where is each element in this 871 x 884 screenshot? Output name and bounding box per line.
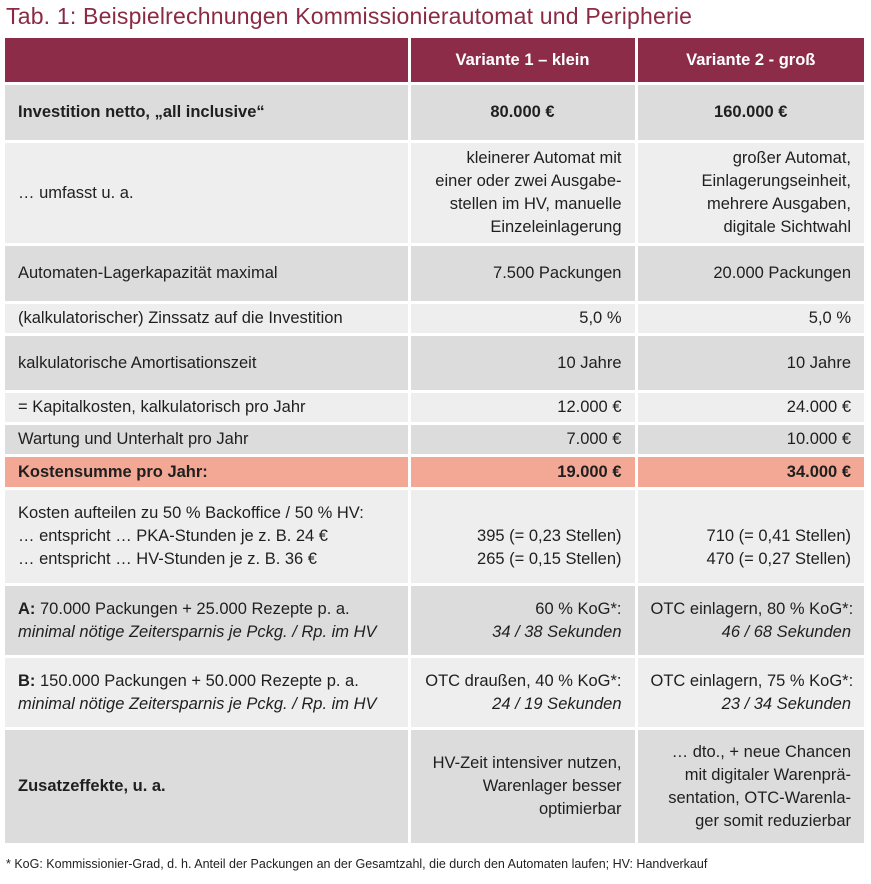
text-line: 24 / 19 Sekunden <box>492 694 622 713</box>
scenario-text: 70.000 Packungen + 25.000 Rezepte p. a. <box>35 599 350 618</box>
text-line: … dto., + neue Chancen <box>671 742 851 761</box>
table-row-cost-split <box>5 489 864 585</box>
row-value-v2 <box>636 489 864 585</box>
header-empty <box>5 38 409 84</box>
scenario-letter: A: <box>18 599 36 618</box>
text-line: großer Automat, <box>732 149 851 167</box>
table-row-capital-costs <box>5 392 864 424</box>
text-line: ger somit reduzierbar <box>695 811 851 830</box>
row-value-v1 <box>409 729 636 845</box>
text-line: mit digitaler Warenprä- <box>684 765 851 784</box>
row-value-v1: 7.000 € <box>409 424 636 456</box>
table-row-scope <box>5 142 864 245</box>
row-value-v2: 20.000 Packungen <box>636 245 864 303</box>
row-label: = Kapitalkosten, kalkulatorisch pro Jahr <box>5 392 409 424</box>
row-value-v2: 10.000 € <box>636 424 864 456</box>
text-line: Einlagerungseinheit, <box>701 172 851 190</box>
text-line: HV-Zeit intensiver nutzen, <box>432 754 622 772</box>
footnote: * KoG: Kommissionier-Grad, d. h. Anteil der Packungen an der Gesamtzahl, die durch den Automaten laufen; HV: Handverkauf <box>6 857 708 871</box>
row-value-v1 <box>409 657 636 729</box>
table-row-interest <box>5 303 864 335</box>
row-value-v2 <box>636 657 864 729</box>
text-line: OTC einlagern, 75 % KoG*: <box>650 671 854 690</box>
text-line <box>18 670 395 693</box>
text-line: sentation, OTC-Warenla- <box>668 788 851 807</box>
calculation-table <box>5 38 864 846</box>
text-line: mehrere Ausgaben, <box>706 195 851 213</box>
text-line: einer oder zwei Ausgabe- <box>435 172 622 190</box>
row-label: Kostensumme pro Jahr: <box>5 456 409 489</box>
row-value-v1: 19.000 € <box>409 456 636 489</box>
row-label: Automaten-Lagerkapazität maximal <box>5 245 409 303</box>
table-header-row <box>5 38 864 84</box>
row-value-v1 <box>409 142 636 245</box>
header-variant-1: Variante 1 – klein <box>409 38 636 84</box>
row-value-v2 <box>636 142 864 245</box>
scenario-letter: B: <box>18 671 36 690</box>
text-line: 46 / 68 Sekunden <box>721 622 851 641</box>
text-line: 395 (= 0,23 Stellen) <box>477 527 622 545</box>
text-line: Kosten aufteilen zu 50 % Backoffice / 50 % HV: <box>18 504 364 522</box>
scenario-text: 150.000 Packungen + 50.000 Rezepte p. a. <box>35 671 359 690</box>
row-label: Investition netto, „all inclusive“ <box>5 84 409 142</box>
text-line: optimierbar <box>538 800 622 818</box>
table-row-scenario-b <box>5 657 864 729</box>
table-row-maintenance <box>5 424 864 456</box>
header-variant-2: Variante 2 - groß <box>636 38 864 84</box>
row-value-v2 <box>636 585 864 657</box>
row-value-v2: 34.000 € <box>636 456 864 489</box>
text-line: OTC einlagern, 80 % KoG*: <box>650 599 854 618</box>
row-value-v1: 5,0 % <box>409 303 636 335</box>
table-row-investment <box>5 84 864 142</box>
row-label <box>5 489 409 585</box>
row-label: kalkulatorische Amortisationszeit <box>5 335 409 392</box>
table-row-capacity <box>5 245 864 303</box>
row-label: (kalkulatorischer) Zinssatz auf die Investition <box>5 303 409 335</box>
row-value-v2 <box>636 729 864 845</box>
row-value-v1: 12.000 € <box>409 392 636 424</box>
text-line: Einzeleinlagerung <box>490 218 622 236</box>
text-line: 23 / 34 Sekunden <box>721 694 851 713</box>
table-row-total-costs <box>5 456 864 489</box>
row-value-v1: 10 Jahre <box>409 335 636 392</box>
text-line: 710 (= 0,41 Stellen) <box>706 527 851 545</box>
text-line: minimal nötige Zeitersparnis je Pckg. / Rp. im HV <box>18 694 377 713</box>
row-value-v1: 80.000 € <box>409 84 636 142</box>
row-value-v2: 10 Jahre <box>636 335 864 392</box>
text-line <box>18 598 395 621</box>
table-row-amortization <box>5 335 864 392</box>
row-label <box>5 657 409 729</box>
row-label: … umfasst u. a. <box>5 142 409 245</box>
text-line: minimal nötige Zeitersparnis je Pckg. / Rp. im HV <box>18 622 377 641</box>
text-line: OTC draußen, 40 % KoG*: <box>425 671 622 690</box>
text-line: 34 / 38 Sekunden <box>492 622 622 641</box>
text-line: Warenlager besser <box>482 777 622 795</box>
text-line: kleinerer Automat mit <box>466 149 622 167</box>
table-row-additional-effects <box>5 729 864 845</box>
row-label <box>5 585 409 657</box>
text-line: digitale Sichtwahl <box>723 218 851 236</box>
text-line: … entspricht … PKA-Stunden je z. B. 24 € <box>18 527 328 545</box>
text-line: … entspricht … HV-Stunden je z. B. 36 € <box>18 550 317 568</box>
row-label: Zusatzeffekte, u. a. <box>5 729 409 845</box>
text-line: 60 % KoG*: <box>535 599 622 618</box>
text-line: 470 (= 0,27 Stellen) <box>706 550 851 568</box>
row-value-v1: 7.500 Packungen <box>409 245 636 303</box>
row-value-v2: 5,0 % <box>636 303 864 335</box>
row-value-v2: 160.000 € <box>636 84 864 142</box>
table-title: Tab. 1: Beispielrechnungen Kommissionierautomat und Peripherie <box>6 3 693 29</box>
text-line: 265 (= 0,15 Stellen) <box>477 550 622 568</box>
table-row-scenario-a <box>5 585 864 657</box>
row-value-v2: 24.000 € <box>636 392 864 424</box>
row-value-v1 <box>409 489 636 585</box>
row-label: Wartung und Unterhalt pro Jahr <box>5 424 409 456</box>
text-line: stellen im HV, manuelle <box>449 195 622 213</box>
row-value-v1 <box>409 585 636 657</box>
